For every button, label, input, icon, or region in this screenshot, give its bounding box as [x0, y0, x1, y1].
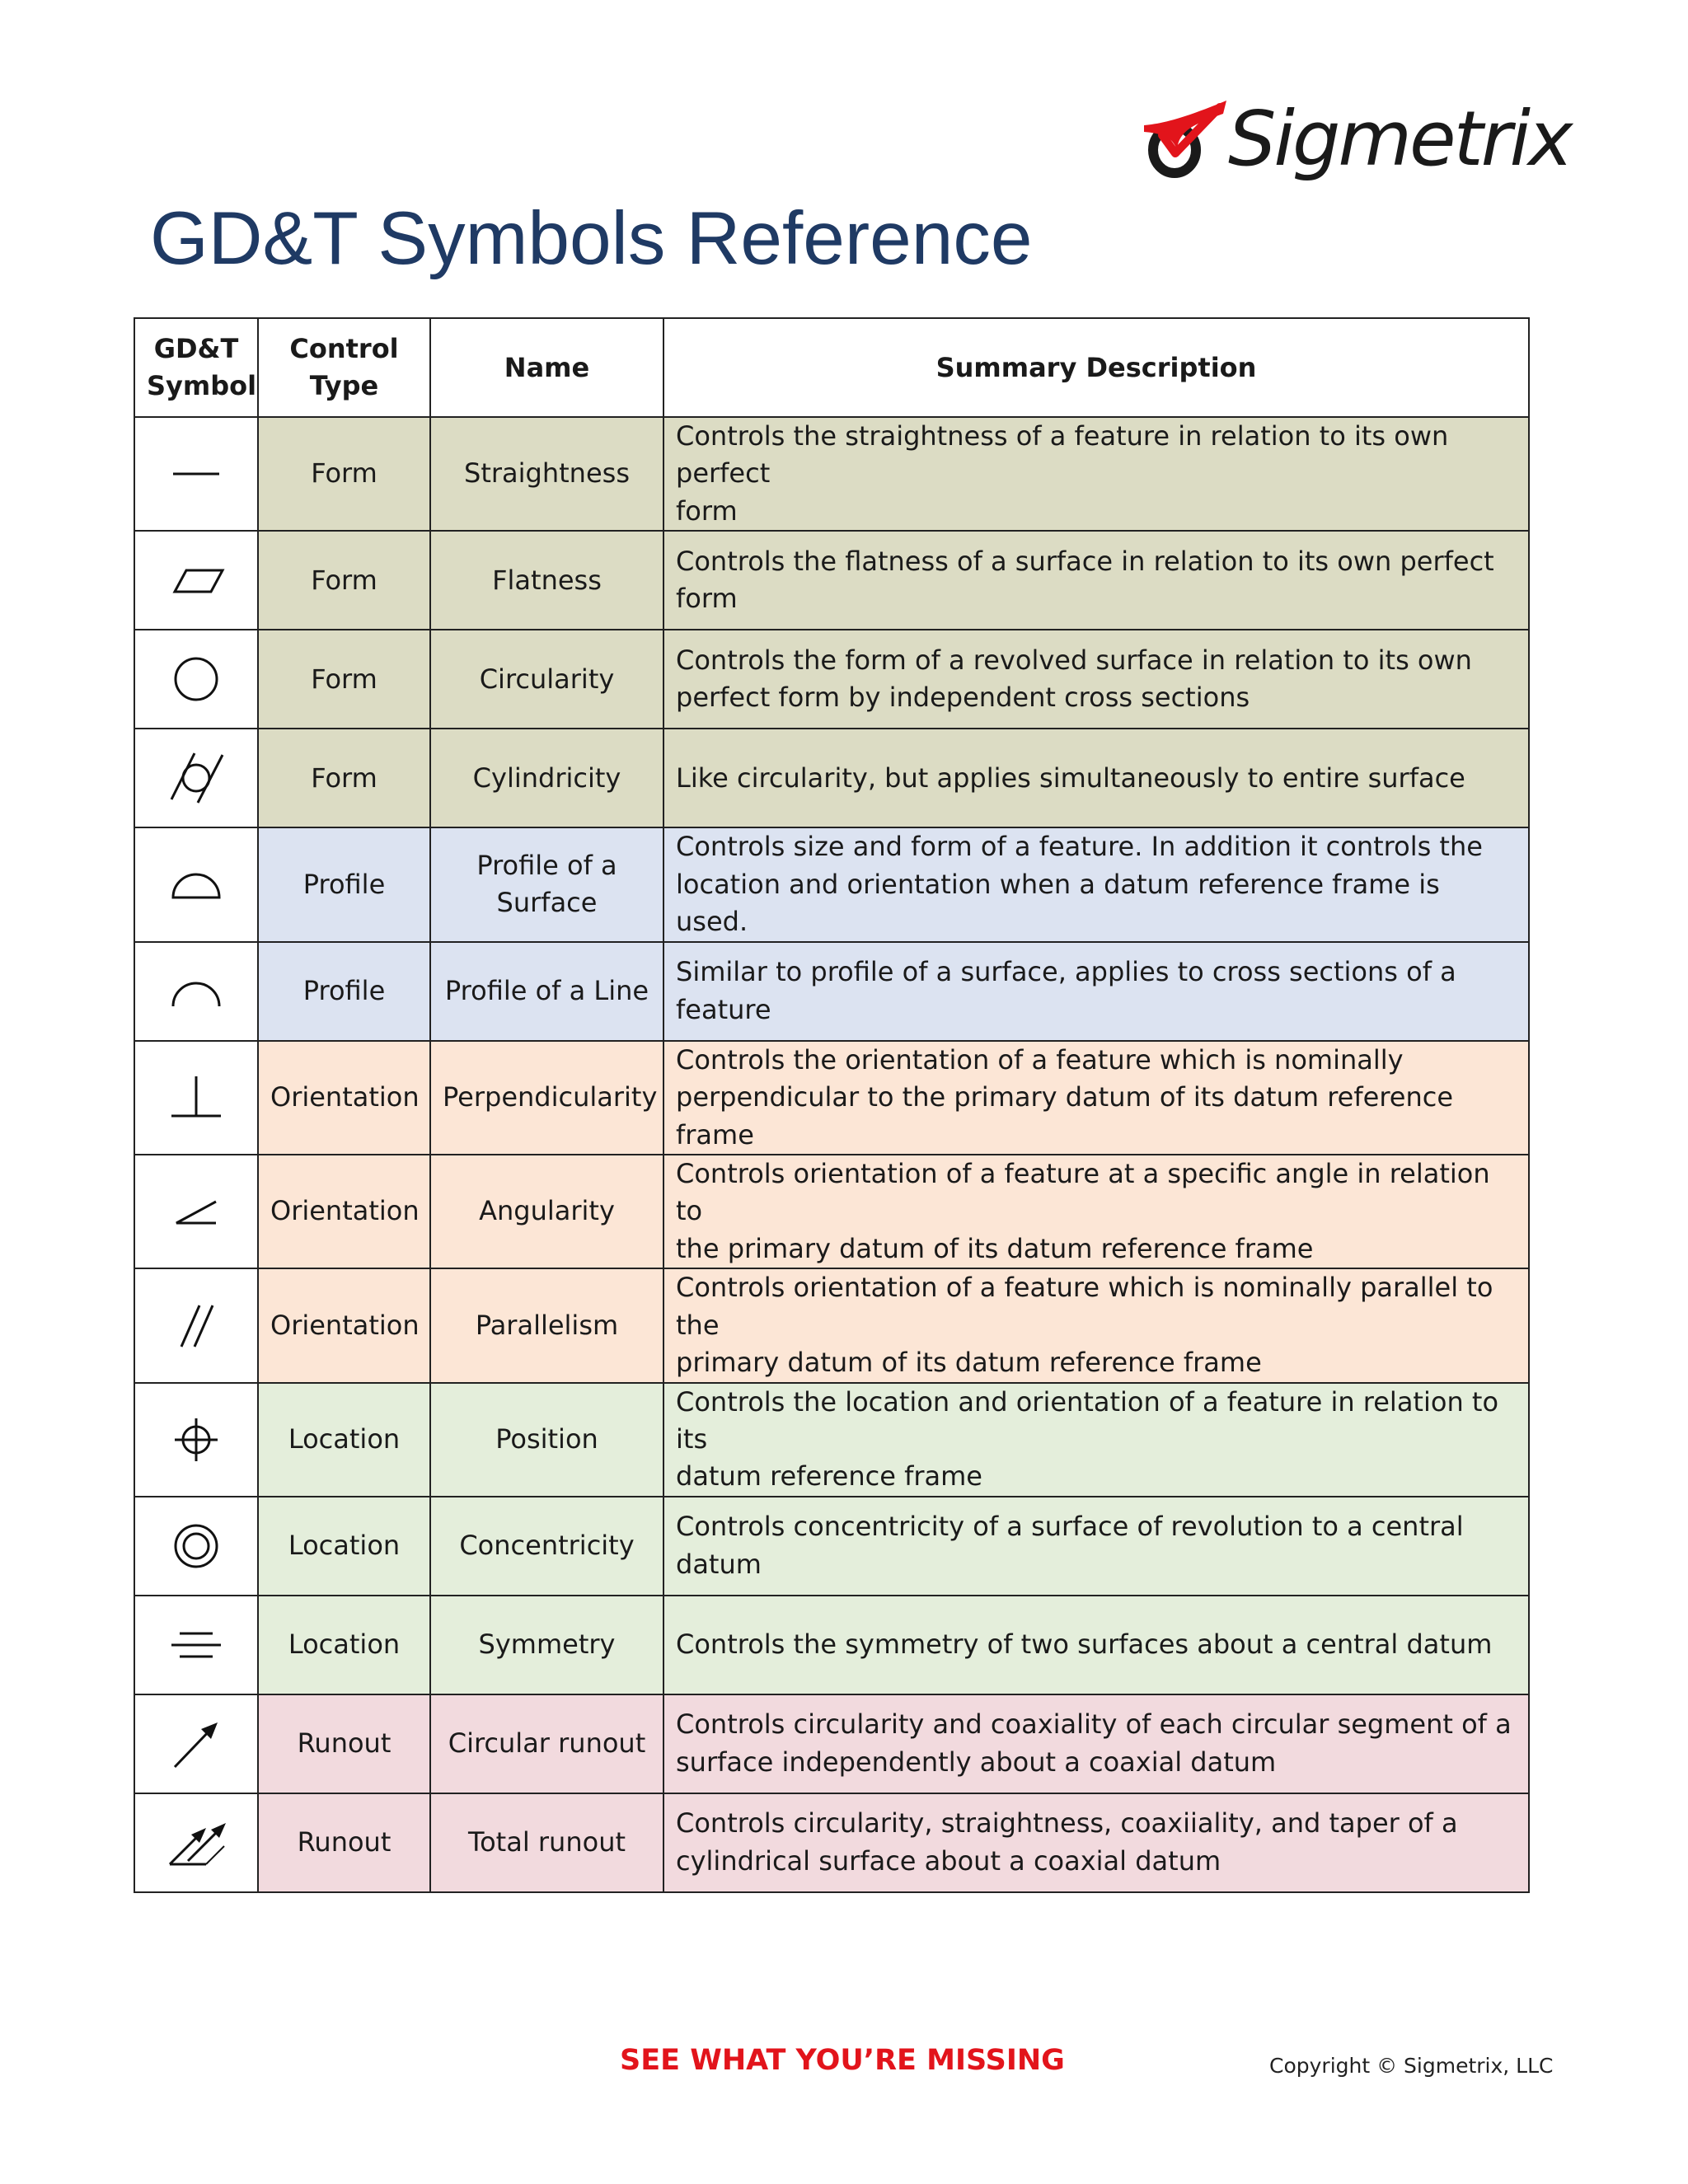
- symbol-cell: [134, 1694, 258, 1793]
- sigmetrix-logo: [1137, 91, 1571, 202]
- flatness-icon: [163, 547, 229, 613]
- symbol-cell: [134, 630, 258, 729]
- copyright-notice: Copyright © Sigmetrix, LLC: [1269, 2054, 1554, 2078]
- name-cell: Parallelism: [430, 1268, 663, 1382]
- header-control-type: Control Type: [258, 318, 430, 417]
- control-type-cell: Location: [258, 1497, 430, 1596]
- table-row: [134, 1041, 1529, 1155]
- sigmetrix-logo-mark-icon: [1137, 99, 1228, 190]
- description-cell: Controls the flatness of a surface in relation to its own perfect form: [663, 531, 1529, 630]
- name-cell: Angularity: [430, 1155, 663, 1268]
- name-cell: Circularity: [430, 630, 663, 729]
- brand-name: Sigmetrix: [1228, 95, 1571, 183]
- control-type-cell: Profile: [258, 827, 430, 941]
- total-runout-icon: [163, 1810, 229, 1876]
- description-cell: Controls circularity, straightness, coaxiiality, and taper of a cylindrical surface about a coaxial datum: [663, 1793, 1529, 1892]
- control-type-cell: Orientation: [258, 1155, 430, 1268]
- control-type-cell: Form: [258, 630, 430, 729]
- symbol-cell: [134, 729, 258, 827]
- name-cell: Concentricity: [430, 1497, 663, 1596]
- page-title: GD&T Symbols Reference: [150, 197, 1033, 280]
- table-row: [134, 531, 1529, 630]
- name-cell: Position: [430, 1383, 663, 1497]
- symbol-cell: [134, 417, 258, 531]
- position-icon: [163, 1407, 229, 1473]
- name-cell: Profile of a Surface: [430, 827, 663, 941]
- symbol-cell: [134, 1793, 258, 1892]
- table-row: [134, 729, 1529, 827]
- symbol-cell: [134, 1596, 258, 1694]
- table-row: [134, 1268, 1529, 1382]
- symmetry-icon: [163, 1612, 229, 1678]
- description-cell: Controls the symmetry of two surfaces about a central datum: [663, 1596, 1529, 1694]
- profile-of-line-icon: [163, 958, 229, 1024]
- table-row: [134, 417, 1529, 531]
- description-cell: Controls the straightness of a feature in relation to its own perfect form: [663, 417, 1529, 531]
- table-row: [134, 827, 1529, 941]
- description-cell: Controls the form of a revolved surface in relation to its own perfect form by independent cross sections: [663, 630, 1529, 729]
- control-type-cell: Form: [258, 729, 430, 827]
- table-row: [134, 630, 1529, 729]
- parallelism-icon: [163, 1292, 229, 1358]
- circular-runout-icon: [163, 1711, 229, 1777]
- name-cell: Total runout: [430, 1793, 663, 1892]
- symbol-cell: [134, 942, 258, 1041]
- table-row: [134, 942, 1529, 1041]
- symbol-cell: [134, 1155, 258, 1268]
- gdt-symbols-table: [134, 317, 1530, 1893]
- symbol-cell: [134, 531, 258, 630]
- symbol-cell: [134, 1383, 258, 1497]
- table-row: [134, 1497, 1529, 1596]
- name-cell: Profile of a Line: [430, 942, 663, 1041]
- header-summary-description: Summary Description: [663, 318, 1529, 417]
- header-symbol: GD&T Symbol: [134, 318, 258, 417]
- name-cell: Perpendicularity: [430, 1041, 663, 1155]
- control-type-cell: Profile: [258, 942, 430, 1041]
- table-row: [134, 1793, 1529, 1892]
- control-type-cell: Orientation: [258, 1041, 430, 1155]
- table-header-row: [134, 318, 1529, 417]
- description-cell: Like circularity, but applies simultaneously to entire surface: [663, 729, 1529, 827]
- header-name: Name: [430, 318, 663, 417]
- name-cell: Flatness: [430, 531, 663, 630]
- description-cell: Controls orientation of a feature at a specific angle in relation to the primary datum of its datum reference frame: [663, 1155, 1529, 1268]
- control-type-cell: Runout: [258, 1793, 430, 1892]
- description-cell: Controls concentricity of a surface of revolution to a central datum: [663, 1497, 1529, 1596]
- control-type-cell: Runout: [258, 1694, 430, 1793]
- name-cell: Circular runout: [430, 1694, 663, 1793]
- angularity-icon: [163, 1179, 229, 1244]
- cylindricity-icon: [163, 745, 229, 811]
- description-cell: Similar to profile of a surface, applies to cross sections of a feature: [663, 942, 1529, 1041]
- symbol-cell: [134, 1268, 258, 1382]
- control-type-cell: Orientation: [258, 1268, 430, 1382]
- control-type-cell: Location: [258, 1383, 430, 1497]
- description-cell: Controls circularity and coaxiality of each circular segment of a surface independently about a coaxial datum: [663, 1694, 1529, 1793]
- symbol-cell: [134, 827, 258, 941]
- circularity-icon: [163, 646, 229, 712]
- table-row: [134, 1596, 1529, 1694]
- name-cell: Straightness: [430, 417, 663, 531]
- perpendicularity-icon: [163, 1065, 229, 1131]
- concentricity-icon: [163, 1513, 229, 1579]
- control-type-cell: Location: [258, 1596, 430, 1694]
- straightness-icon: [163, 441, 229, 507]
- description-cell: Controls orientation of a feature which is nominally parallel to the primary datum of its datum reference frame: [663, 1268, 1529, 1382]
- description-cell: Controls the orientation of a feature which is nominally perpendicular to the primary datum of its datum reference frame: [663, 1041, 1529, 1155]
- profile-of-surface-icon: [163, 851, 229, 917]
- control-type-cell: Form: [258, 531, 430, 630]
- symbol-cell: [134, 1041, 258, 1155]
- name-cell: Cylindricity: [430, 729, 663, 827]
- table-row: [134, 1155, 1529, 1268]
- description-cell: Controls the location and orientation of a feature in relation to its datum reference frame: [663, 1383, 1529, 1497]
- table-row: [134, 1383, 1529, 1497]
- control-type-cell: Form: [258, 417, 430, 531]
- footer-tagline: SEE WHAT YOU’RE MISSING: [620, 2044, 1065, 2077]
- name-cell: Symmetry: [430, 1596, 663, 1694]
- description-cell: Controls size and form of a feature. In addition it controls the location and orientation when a datum reference frame is used.: [663, 827, 1529, 941]
- table-row: [134, 1694, 1529, 1793]
- symbol-cell: [134, 1497, 258, 1596]
